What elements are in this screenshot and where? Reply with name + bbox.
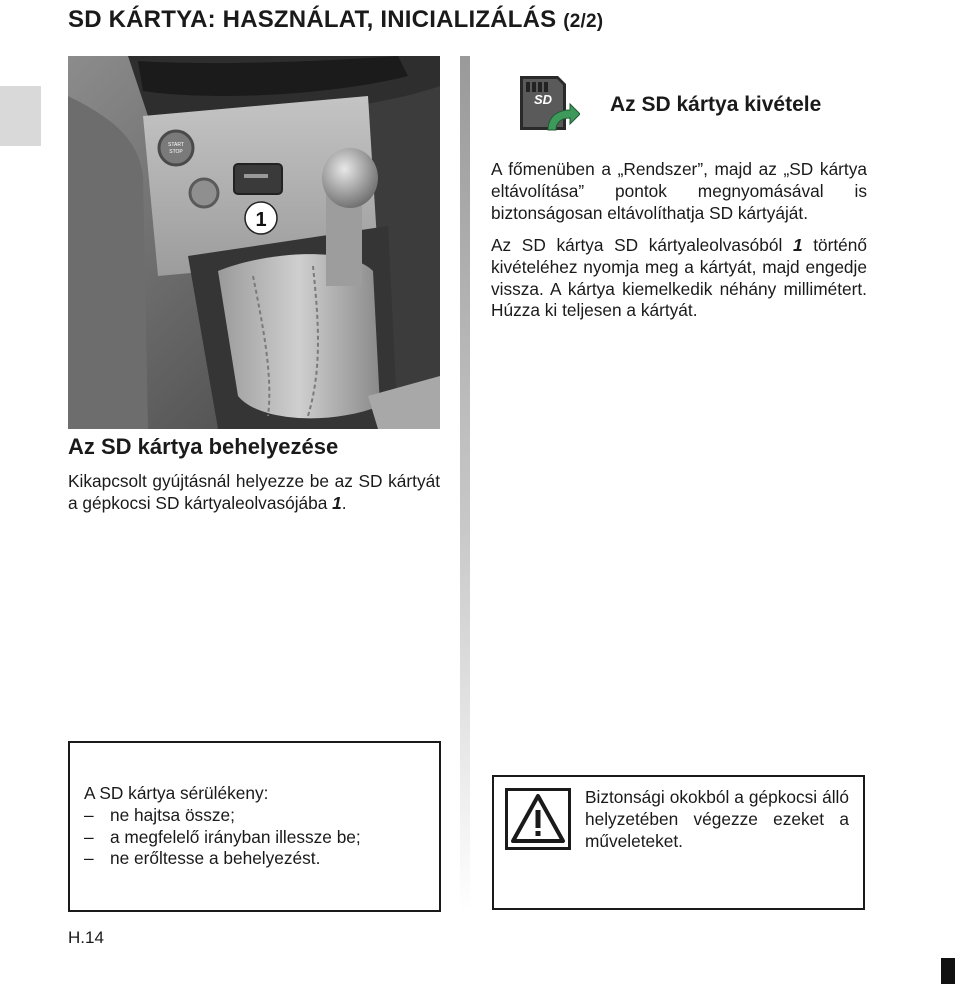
removal-heading: Az SD kártya kivétele xyxy=(610,93,822,116)
page-corner-mark xyxy=(941,958,955,984)
warning-text: Biztonsági okokból a gépkocsi álló helyzetében végezze ezeket a műveleteket. xyxy=(585,787,849,851)
bullet-dash: – xyxy=(84,826,94,847)
note-box-gap xyxy=(73,763,436,771)
removal-p2-ref: 1 xyxy=(792,235,803,255)
note-item xyxy=(84,827,429,849)
note-item xyxy=(84,848,429,870)
callout-1: 1 xyxy=(255,209,267,231)
note-item-text: ne erőltesse a behelyezést. xyxy=(110,848,321,869)
bullet-dash: – xyxy=(84,848,94,869)
removal-paragraph-2 xyxy=(491,235,867,322)
note-item xyxy=(84,805,429,827)
note-intro: A SD kártya sérülékeny: xyxy=(84,783,269,803)
sd-icon-text: SD xyxy=(533,92,553,107)
center-console-photo xyxy=(68,56,440,429)
sd-card-eject-icon xyxy=(514,72,580,138)
note-box-content xyxy=(84,783,429,870)
page-title-part: (2/2) xyxy=(563,11,604,32)
page-number: H.14 xyxy=(68,928,104,947)
insertion-text-a: Kikapcsolt gyújtásnál helyezze be az SD kártyát a gépkocsi SD kártyaleolvasójába xyxy=(68,471,440,513)
removal-paragraph-1: A főmenüben a „Rendszer”, majd az „SD kártya eltávolítása” pontok megnyomásával is biztonságosan eltávolíthatja SD kártyáját. xyxy=(491,159,867,223)
page-title xyxy=(68,6,603,34)
insertion-ref: 1 xyxy=(332,492,342,513)
stop-label: STOP xyxy=(169,149,183,155)
note-item-text: ne hajtsa össze; xyxy=(110,804,235,825)
page-title-text: SD KÁRTYA: HASZNÁLAT, INICIALIZÁLÁS xyxy=(68,6,557,33)
side-tab-marker xyxy=(0,86,41,146)
removal-p2-text-a: Az SD kártya SD kártyaleolvasóból xyxy=(491,235,793,255)
insertion-paragraph xyxy=(68,471,440,515)
removal-p2-text-b: történő kivételéhez nyomja meg a kártyát, majd engedje vissza. A kártya kiemelkedik néhány millimétert. Húzza ki teljesen a kártyát. xyxy=(491,235,867,321)
start-label: START xyxy=(168,142,184,148)
warning-triangle-icon xyxy=(505,788,571,850)
insertion-text-b: . xyxy=(341,492,347,513)
insertion-heading: Az SD kártya behelyezése xyxy=(68,434,339,459)
bullet-dash: – xyxy=(84,804,94,825)
column-divider xyxy=(460,56,470,911)
note-item-text: a megfelelő irányban illessze be; xyxy=(110,826,361,847)
